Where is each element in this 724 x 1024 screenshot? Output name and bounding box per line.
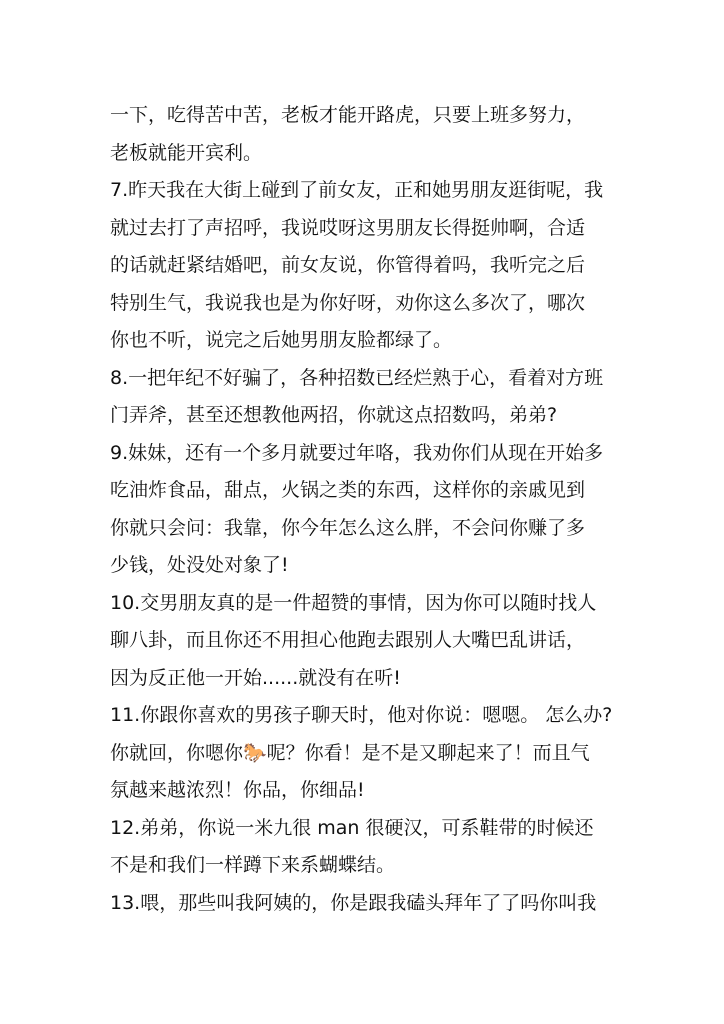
text-line: 少钱，处没处对象了! [110,554,289,576]
text-line: 一下，吃得苦中苦，老板才能开路虎，只要上班多努力， [110,104,586,126]
text-line: 因为反正他一开始......就没有在听! [110,666,401,689]
text-line: 你就回，你嗯你🐎呢？你看！是不是又聊起来了！而且气 [110,741,590,764]
text-line: 10.交男朋友真的是一件超赞的事情，因为你可以随时找人 [110,591,597,614]
text-line: 8.一把年纪不好骗了，各种招数已经烂熟于心，看着对方班 [110,366,604,389]
text-line: 特别生气，我说我也是为你好呀，劝你这么多次了，哪次 [110,291,586,314]
text-line: 你就只会问：我靠，你今年怎么这么胖，不会问你赚了多 [110,516,586,539]
text-line: 11.你跟你喜欢的男孩子聊天时，他对你说：嗯嗯。 怎么办? [110,704,613,726]
document-body [110,97,630,922]
text-line: 吃油炸食品，甜点，火锅之类的东西，这样你的亲戚见到 [110,479,586,501]
text-line: 门弄斧，甚至还想教他两招，你就这点招数吗，弟弟? [110,404,558,426]
text-line: 你也不听，说完之后她男朋友脸都绿了。 [110,329,453,351]
text-line: 7.昨天我在大街上碰到了前女友，正和她男朋友逛街呢，我 [110,179,604,201]
text-line: 就过去打了声招呼，我说哎呀这男朋友长得挺帅啊，合适 [110,216,586,239]
text-line: 13.喂，那些叫我阿姨的，你是跟我磕头拜年了了吗你叫我 [110,891,597,914]
text-line: 的话就赶紧结婚吧，前女友说，你管得着吗，我听完之后 [110,254,586,276]
text-line: 9.妹妹，还有一个多月就要过年咯，我劝你们从现在开始多 [110,441,604,464]
text-line: 聊八卦，而且你还不用担心他跑去跟别人大嘴巴乱讲话， [110,629,586,651]
text-line: 不是和我们一样蹲下来系蝴蝶结。 [110,854,396,876]
text-line: 12.弟弟，你说一米九很 man 很硬汉，可系鞋带的时候还 [110,816,594,839]
text-line: 氛越来越浓烈！你品，你细品! [110,779,365,801]
text-line: 老板就能开宾利。 [110,141,263,164]
